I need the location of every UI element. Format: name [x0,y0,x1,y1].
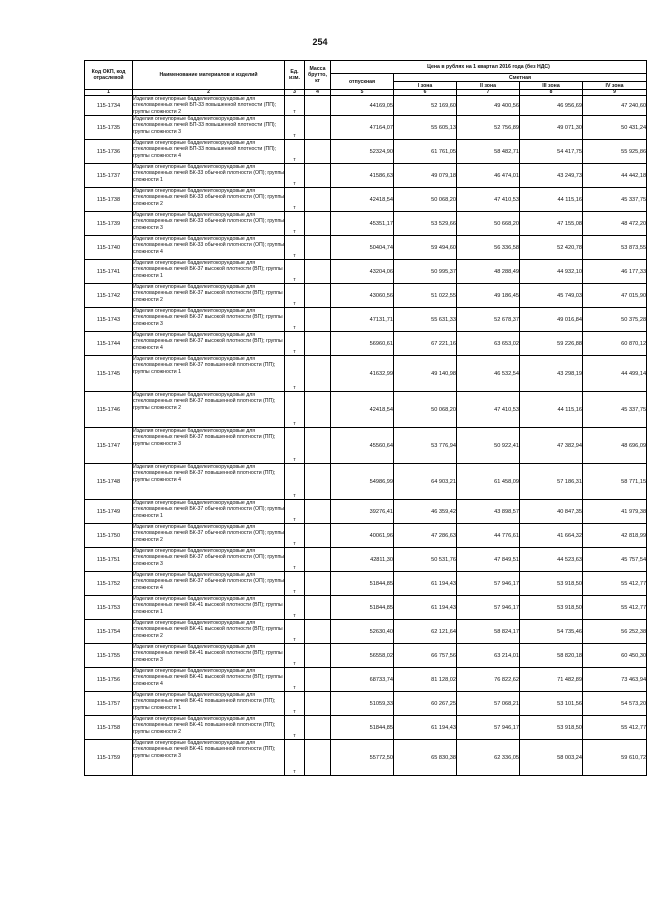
row-code: 115-1734 [85,96,133,116]
row-name: Изделия огнеупорные бадделеитокорундовые для стекловаренных печей БК-37 повышенной плотности (ПП); группы сложности 2 [133,392,285,428]
row-release-price: 56558,02 [331,644,394,668]
row-zone-2-price: 76 822,62 [457,668,520,692]
header-code: Код ОКП, код отраслевой [85,61,133,90]
row-name: Изделия огнеупорные бадделеитокорундовые для стекловаренных печей БК-41 высокой плотности (ВП); группы сложности 2 [133,620,285,644]
row-unit: т [285,572,305,596]
row-zone-3-price: 44 932,10 [520,260,583,284]
row-zone-4-price: 47 015,90 [583,284,647,308]
row-mass [305,284,331,308]
row-zone-2-price: 50 668,20 [457,212,520,236]
row-name: Изделия огнеупорные бадделеитокорундовые для стекловаренных печей БП-33 повышенной плотности (ПП); группы сложности 4 [133,140,285,164]
table-row [85,524,647,548]
row-zone-2-price: 46 532,54 [457,356,520,392]
row-zone-3-price: 53 918,50 [520,596,583,620]
row-mass [305,740,331,776]
table-header [85,61,647,96]
row-mass [305,572,331,596]
row-zone-4-price: 60 450,30 [583,644,647,668]
row-mass [305,596,331,620]
row-release-price: 47164,07 [331,116,394,140]
price-table [84,60,647,776]
row-zone-1-price: 81 128,02 [394,668,457,692]
table-row [85,716,647,740]
row-zone-2-price: 58 824,17 [457,620,520,644]
row-name: Изделия огнеупорные бадделеитокорундовые для стекловаренных печей БК-41 повышенной плотности (ПП); группы сложности 2 [133,716,285,740]
table-row [85,572,647,596]
row-zone-4-price: 44 442,18 [583,164,647,188]
table-row [85,140,647,164]
row-release-price: 42418,54 [331,392,394,428]
header-zone-2: II зона [457,82,520,90]
row-zone-3-price: 53 918,50 [520,572,583,596]
row-unit: т [285,464,305,500]
row-zone-1-price: 46 359,42 [394,500,457,524]
row-zone-2-price: 44 776,61 [457,524,520,548]
row-mass [305,548,331,572]
row-name: Изделия огнеупорные бадделеитокорундовые для стекловаренных печей БК-37 обычной плотности (ОП); группы сложности 1 [133,500,285,524]
row-release-price: 45351,17 [331,212,394,236]
row-mass [305,620,331,644]
row-zone-1-price: 62 121,64 [394,620,457,644]
row-release-price: 51844,85 [331,716,394,740]
row-code: 115-1752 [85,572,133,596]
row-code: 115-1737 [85,164,133,188]
row-name: Изделия огнеупорные бадделеитокорундовые для стекловаренных печей БК-37 обычной плотности (ОП); группы сложности 2 [133,524,285,548]
row-zone-1-price: 53 776,94 [394,428,457,464]
row-unit: т [285,668,305,692]
col-number: 2 [133,90,285,96]
row-zone-1-price: 49 079,18 [394,164,457,188]
row-name: Изделия огнеупорные бадделеитокорундовые для стекловаренных печей БК-37 высокой плотности (ВП); группы сложности 2 [133,284,285,308]
col-number: 5 [331,90,394,96]
row-release-price: 41632,99 [331,356,394,392]
row-unit: т [285,548,305,572]
row-unit: т [285,524,305,548]
row-zone-2-price: 62 336,05 [457,740,520,776]
row-release-price: 44169,05 [331,96,394,116]
row-zone-4-price: 55 412,77 [583,716,647,740]
row-zone-1-price: 50 068,20 [394,392,457,428]
row-zone-4-price: 50 375,28 [583,308,647,332]
header-price-group: Цена в рублях на 1 квартал 2016 года (без НДС) [331,61,647,74]
row-unit: т [285,692,305,716]
row-release-price: 50404,74 [331,236,394,260]
row-unit: т [285,356,305,392]
row-zone-1-price: 61 194,43 [394,572,457,596]
row-release-price: 39276,41 [331,500,394,524]
row-unit: т [285,596,305,620]
table-row [85,464,647,500]
row-zone-4-price: 53 873,55 [583,236,647,260]
header-release: отпускная [331,74,394,90]
row-code: 115-1741 [85,260,133,284]
row-code: 115-1751 [85,548,133,572]
table-row [85,116,647,140]
row-zone-2-price: 57 068,21 [457,692,520,716]
row-unit: т [285,392,305,428]
row-zone-4-price: 73 463,94 [583,668,647,692]
row-code: 115-1758 [85,716,133,740]
row-code: 115-1735 [85,116,133,140]
row-zone-3-price: 49 071,30 [520,116,583,140]
row-code: 115-1754 [85,620,133,644]
row-code: 115-1738 [85,188,133,212]
row-zone-2-price: 47 410,53 [457,188,520,212]
row-zone-1-price: 51 022,55 [394,284,457,308]
table-row [85,212,647,236]
row-zone-2-price: 52 678,37 [457,308,520,332]
row-zone-4-price: 54 573,20 [583,692,647,716]
row-unit: т [285,740,305,776]
row-zone-1-price: 66 757,56 [394,644,457,668]
table-row [85,392,647,428]
row-mass [305,164,331,188]
row-name: Изделия огнеупорные бадделеитокорундовые для стекловаренных печей БК-41 высокой плотности (ВП); группы сложности 4 [133,668,285,692]
table-body [85,96,647,776]
row-unit: т [285,500,305,524]
row-code: 115-1748 [85,464,133,500]
row-zone-3-price: 57 186,31 [520,464,583,500]
row-zone-3-price: 44 115,16 [520,188,583,212]
row-code: 115-1747 [85,428,133,464]
row-release-price: 45560,64 [331,428,394,464]
row-zone-4-price: 56 252,38 [583,620,647,644]
row-unit: т [285,236,305,260]
row-unit: т [285,428,305,464]
row-name: Изделия огнеупорные бадделеитокорундовые для стекловаренных печей БК-37 повышенной плотности (ПП); группы сложности 3 [133,428,285,464]
row-zone-3-price: 44 523,63 [520,548,583,572]
row-zone-1-price: 55 605,13 [394,116,457,140]
table-row [85,284,647,308]
row-release-price: 42811,30 [331,548,394,572]
table-row [85,692,647,716]
row-release-price: 68733,74 [331,668,394,692]
row-release-price: 51844,85 [331,572,394,596]
row-code: 115-1743 [85,308,133,332]
row-name: Изделия огнеупорные бадделеитокорундовые для стекловаренных печей БК-33 обычной плотности (ОП); группы сложности 2 [133,188,285,212]
row-name: Изделия огнеупорные бадделеитокорундовые для стекловаренных печей БК-37 обычной плотности (ОП); группы сложности 4 [133,572,285,596]
row-unit: т [285,644,305,668]
row-zone-1-price: 60 267,25 [394,692,457,716]
table-row [85,548,647,572]
row-zone-1-price: 55 631,33 [394,308,457,332]
row-code: 115-1756 [85,668,133,692]
header-zone-1: I зона [394,82,457,90]
page-number: 254 [312,37,328,47]
row-code: 115-1736 [85,140,133,164]
row-mass [305,644,331,668]
row-zone-2-price: 43 898,57 [457,500,520,524]
row-mass [305,500,331,524]
row-name: Изделия огнеупорные бадделеитокорундовые для стекловаренных печей БК-37 высокой плотности (ВП); группы сложности 3 [133,308,285,332]
row-zone-2-price: 52 756,89 [457,116,520,140]
row-zone-3-price: 53 918,50 [520,716,583,740]
row-release-price: 54986,99 [331,464,394,500]
col-number: 9 [583,90,647,96]
row-zone-3-price: 58 003,24 [520,740,583,776]
row-unit: т [285,96,305,116]
row-zone-1-price: 50 068,20 [394,188,457,212]
row-code: 115-1753 [85,596,133,620]
row-zone-4-price: 45 757,54 [583,548,647,572]
row-zone-4-price: 44 499,14 [583,356,647,392]
table-row [85,236,647,260]
row-mass [305,668,331,692]
table-row [85,332,647,356]
table-row [85,428,647,464]
row-unit: т [285,212,305,236]
row-release-price: 40061,96 [331,524,394,548]
row-release-price: 55772,50 [331,740,394,776]
row-zone-4-price: 60 870,12 [583,332,647,356]
row-release-price: 43060,56 [331,284,394,308]
row-zone-2-price: 47 849,51 [457,548,520,572]
row-code: 115-1757 [85,692,133,716]
row-unit: т [285,284,305,308]
row-zone-2-price: 49 186,45 [457,284,520,308]
header-mass: Масса брутто, кг [305,61,331,90]
row-code: 115-1759 [85,740,133,776]
row-name: Изделия огнеупорные бадделеитокорундовые для стекловаренных печей БК-37 высокой плотности (ВП); группы сложности 4 [133,332,285,356]
header-name: Наименование материалов и изделий [133,61,285,90]
row-zone-3-price: 46 956,69 [520,96,583,116]
table-row [85,620,647,644]
row-release-price: 51844,85 [331,596,394,620]
header-zone-3: III зона [520,82,583,90]
row-mass [305,524,331,548]
table-row [85,308,647,332]
row-zone-3-price: 53 101,56 [520,692,583,716]
row-code: 115-1755 [85,644,133,668]
header-estimate: Сметная [394,74,647,82]
row-code: 115-1739 [85,212,133,236]
row-zone-3-price: 54 417,75 [520,140,583,164]
row-name: Изделия огнеупорные бадделеитокорундовые для стекловаренных печей БП-33 повышенной плотности (ПП); группы сложности 3 [133,116,285,140]
row-zone-4-price: 42 818,99 [583,524,647,548]
row-zone-2-price: 49 400,56 [457,96,520,116]
table-row [85,500,647,524]
col-number: 8 [520,90,583,96]
row-zone-2-price: 57 946,17 [457,716,520,740]
row-zone-3-price: 44 115,16 [520,392,583,428]
row-code: 115-1742 [85,284,133,308]
row-code: 115-1740 [85,236,133,260]
row-mass [305,260,331,284]
row-mass [305,308,331,332]
row-zone-3-price: 54 735,46 [520,620,583,644]
table-row [85,668,647,692]
row-zone-3-price: 41 664,32 [520,524,583,548]
row-mass [305,212,331,236]
row-zone-4-price: 55 925,86 [583,140,647,164]
row-zone-1-price: 49 140,98 [394,356,457,392]
row-name: Изделия огнеупорные бадделеитокорундовые для стекловаренных печей БК-41 повышенной плотности (ПП); группы сложности 1 [133,692,285,716]
row-zone-1-price: 50 531,76 [394,548,457,572]
col-number: 4 [305,90,331,96]
row-zone-2-price: 61 458,09 [457,464,520,500]
row-name: Изделия огнеупорные бадделеитокорундовые для стекловаренных печей БК-33 обычной плотности (ОП); группы сложности 4 [133,236,285,260]
row-zone-3-price: 49 016,84 [520,308,583,332]
table-row [85,644,647,668]
row-name: Изделия огнеупорные бадделеитокорундовые для стекловаренных печей БК-41 высокой плотности (ВП); группы сложности 1 [133,596,285,620]
row-code: 115-1744 [85,332,133,356]
row-zone-1-price: 61 194,43 [394,596,457,620]
row-release-price: 47131,71 [331,308,394,332]
row-zone-1-price: 64 903,21 [394,464,457,500]
row-release-price: 52324,90 [331,140,394,164]
row-unit: т [285,164,305,188]
row-release-price: 56960,61 [331,332,394,356]
row-unit: т [285,716,305,740]
row-mass [305,236,331,260]
row-zone-1-price: 59 494,60 [394,236,457,260]
row-name: Изделия огнеупорные бадделеитокорундовые для стекловаренных печей БП-33 повышенной плотности (ПП); группы сложности 2 [133,96,285,116]
row-name: Изделия огнеупорные бадделеитокорундовые для стекловаренных печей БК-37 повышенной плотности (ПП); группы сложности 1 [133,356,285,392]
row-zone-3-price: 40 847,35 [520,500,583,524]
row-zone-4-price: 59 610,72 [583,740,647,776]
table-row [85,740,647,776]
row-release-price: 52630,40 [331,620,394,644]
row-zone-3-price: 52 420,78 [520,236,583,260]
row-unit: т [285,620,305,644]
row-mass [305,96,331,116]
row-zone-4-price: 55 412,77 [583,596,647,620]
table-row [85,96,647,116]
row-unit: т [285,332,305,356]
row-code: 115-1749 [85,500,133,524]
row-unit: т [285,140,305,164]
row-zone-4-price: 45 337,75 [583,188,647,212]
col-number: 6 [394,90,457,96]
row-unit: т [285,188,305,212]
row-mass [305,140,331,164]
row-mass [305,356,331,392]
row-zone-4-price: 46 177,33 [583,260,647,284]
row-zone-1-price: 61 761,05 [394,140,457,164]
row-zone-3-price: 59 226,88 [520,332,583,356]
row-zone-4-price: 58 771,15 [583,464,647,500]
row-mass [305,692,331,716]
row-release-price: 41586,63 [331,164,394,188]
row-mass [305,332,331,356]
table-row [85,356,647,392]
row-name: Изделия огнеупорные бадделеитокорундовые для стекловаренных печей БК-41 повышенной плотности (ПП); группы сложности 3 [133,740,285,776]
row-zone-1-price: 50 995,37 [394,260,457,284]
table-row [85,188,647,212]
row-mass [305,392,331,428]
row-zone-3-price: 43 249,73 [520,164,583,188]
row-zone-1-price: 53 529,66 [394,212,457,236]
row-zone-2-price: 56 336,58 [457,236,520,260]
row-code: 115-1750 [85,524,133,548]
row-release-price: 51059,33 [331,692,394,716]
row-zone-4-price: 41 979,38 [583,500,647,524]
row-unit: т [285,260,305,284]
row-zone-4-price: 47 240,60 [583,96,647,116]
row-zone-2-price: 48 288,49 [457,260,520,284]
row-mass [305,188,331,212]
row-release-price: 43204,06 [331,260,394,284]
row-mass [305,116,331,140]
row-name: Изделия огнеупорные бадделеитокорундовые для стекловаренных печей БК-37 обычной плотности (ОП); группы сложности 3 [133,548,285,572]
row-zone-2-price: 63 653,02 [457,332,520,356]
row-zone-2-price: 50 922,41 [457,428,520,464]
row-zone-2-price: 57 946,17 [457,572,520,596]
row-zone-4-price: 48 696,09 [583,428,647,464]
row-zone-1-price: 52 169,60 [394,96,457,116]
table-row [85,596,647,620]
row-code: 115-1746 [85,392,133,428]
row-zone-2-price: 58 482,71 [457,140,520,164]
header-unit: Ед. изм. [285,61,305,90]
row-zone-2-price: 47 410,53 [457,392,520,428]
row-zone-1-price: 67 221,16 [394,332,457,356]
row-mass [305,716,331,740]
row-zone-3-price: 43 298,19 [520,356,583,392]
row-zone-3-price: 47 382,94 [520,428,583,464]
col-number: 3 [285,90,305,96]
header-zone-4: IV зона [583,82,647,90]
col-number: 7 [457,90,520,96]
table-row [85,164,647,188]
row-name: Изделия огнеупорные бадделеитокорундовые для стекловаренных печей БК-33 обычной плотности (ОП); группы сложности 3 [133,212,285,236]
row-zone-3-price: 45 749,03 [520,284,583,308]
table-row [85,260,647,284]
row-zone-4-price: 50 431,24 [583,116,647,140]
row-name: Изделия огнеупорные бадделеитокорундовые для стекловаренных печей БК-37 высокой плотности (ВП); группы сложности 1 [133,260,285,284]
row-name: Изделия огнеупорные бадделеитокорундовые для стекловаренных печей БК-33 обычной плотности (ОП); группы сложности 1 [133,164,285,188]
row-zone-4-price: 55 412,77 [583,572,647,596]
col-number: 1 [85,90,133,96]
row-zone-3-price: 71 482,89 [520,668,583,692]
row-zone-2-price: 63 214,01 [457,644,520,668]
row-release-price: 42418,54 [331,188,394,212]
row-code: 115-1745 [85,356,133,392]
row-zone-4-price: 45 337,75 [583,392,647,428]
row-name: Изделия огнеупорные бадделеитокорундовые для стекловаренных печей БК-41 высокой плотности (ВП); группы сложности 3 [133,644,285,668]
row-unit: т [285,308,305,332]
row-zone-3-price: 58 820,18 [520,644,583,668]
row-zone-3-price: 47 155,08 [520,212,583,236]
row-zone-1-price: 47 286,63 [394,524,457,548]
row-zone-4-price: 48 472,20 [583,212,647,236]
row-zone-1-price: 61 194,43 [394,716,457,740]
row-mass [305,428,331,464]
row-zone-1-price: 65 830,38 [394,740,457,776]
row-mass [305,464,331,500]
row-name: Изделия огнеупорные бадделеитокорундовые для стекловаренных печей БК-37 повышенной плотности (ПП); группы сложности 4 [133,464,285,500]
row-unit: т [285,116,305,140]
row-zone-2-price: 57 946,17 [457,596,520,620]
row-zone-2-price: 46 474,01 [457,164,520,188]
